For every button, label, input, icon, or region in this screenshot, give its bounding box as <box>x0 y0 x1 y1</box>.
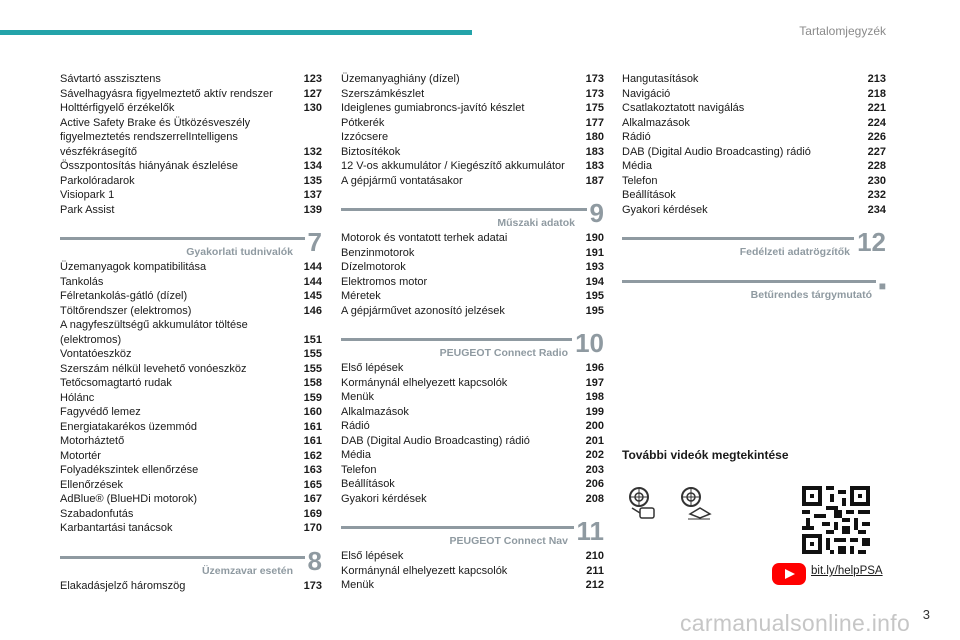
toc-entry[interactable] <box>622 159 886 174</box>
toc-list <box>60 260 322 536</box>
toc-entry-title: Szerszám nélkül levehető vonóeszköz <box>60 362 247 375</box>
toc-entry-title: Töltőrendszer (elektromos) <box>60 304 192 317</box>
toc-column-1 <box>60 72 322 593</box>
toc-entry[interactable] <box>341 289 604 304</box>
toc-entry-title: A gépjárművet azonosító jelzések <box>341 304 505 317</box>
toc-entry-title: Szabadonfutás <box>60 507 134 520</box>
toc-entry-page: 155 <box>303 362 322 375</box>
toc-entry-title: Sávelhagyásra figyelmeztető aktív rendszer <box>60 87 273 100</box>
toc-entry-title: Visiopark 1 <box>60 189 115 201</box>
toc-list <box>60 579 322 594</box>
toc-entry-title: Benzinmotorok <box>341 246 415 259</box>
toc-column-3 <box>622 72 886 303</box>
toc-entry-page: 170 <box>303 522 322 534</box>
toc-entry-page: 169 <box>303 507 322 520</box>
toc-entry-title: Energiatakarékos üzemmód <box>60 420 197 433</box>
toc-entry[interactable] <box>341 116 604 131</box>
toc-entry-title: Beállítások <box>341 478 395 490</box>
toc-entry-page: 212 <box>585 579 604 591</box>
toc-entry[interactable] <box>341 549 604 564</box>
toc-entry-page: 232 <box>867 189 886 201</box>
toc-entry-page: 183 <box>585 160 604 172</box>
toc-entry-page: 173 <box>585 73 604 85</box>
toc-list <box>341 72 604 188</box>
toc-entry[interactable] <box>60 304 322 319</box>
youtube-icon[interactable] <box>772 563 806 585</box>
section-title: PEUGEOT Connect Radio <box>439 347 568 359</box>
toc-entry[interactable] <box>341 463 604 478</box>
toc-entry-title: A nagyfeszültségű akkumulátor töltése (elektromos) <box>60 319 248 346</box>
toc-entry-page: 173 <box>585 87 604 100</box>
toc-entry-page: 173 <box>303 579 322 592</box>
toc-entry-page: 175 <box>585 102 604 114</box>
section-number: 12 <box>854 228 886 256</box>
toc-entry-title: Kormánynál elhelyezett kapcsolók <box>341 376 508 389</box>
toc-entry-title: Rádió <box>622 131 651 143</box>
toc-entry-page: 137 <box>303 189 322 201</box>
section-title: PEUGEOT Connect Nav <box>449 535 568 547</box>
toc-list <box>341 361 604 506</box>
toc-entry[interactable] <box>60 275 322 290</box>
toc-entry[interactable] <box>60 376 322 391</box>
toc-entry-title: Motorok és vontatott terhek adatai <box>341 232 508 244</box>
toc-entry-title: Motortér <box>60 449 101 462</box>
toc-entry-title: Menük <box>341 391 375 403</box>
toc-entry-page: 144 <box>303 261 322 273</box>
toc-entry[interactable] <box>341 159 604 174</box>
section-header-index[interactable] <box>622 269 886 303</box>
toc-entry-title: Első lépések <box>341 362 404 374</box>
section-number: 10 <box>572 329 604 357</box>
toc-entry-page: 132 <box>303 145 322 158</box>
toc-entry-page: 158 <box>303 377 322 389</box>
toc-entry[interactable] <box>60 521 322 536</box>
toc-entry-title: Karbantartási tanácsok <box>60 522 173 534</box>
toc-entry[interactable] <box>60 188 322 203</box>
toc-entry-title: Alkalmazások <box>622 116 690 129</box>
toc-entry-title: AdBlue® (BlueHDi motorok) <box>60 493 198 505</box>
toc-entry-page: 161 <box>303 435 322 447</box>
toc-entry-title: Motorháztető <box>60 435 125 447</box>
toc-entry[interactable] <box>341 246 604 261</box>
toc-entry-title: Félretankolás-gátló (dízel) <box>60 290 188 302</box>
section-header-10[interactable] <box>341 327 604 361</box>
toc-entry[interactable] <box>622 72 886 87</box>
page-number: 3 <box>922 607 930 622</box>
section-number: 9 <box>587 199 604 227</box>
toc-entry-title: Első lépések <box>341 550 404 562</box>
toc-entry[interactable] <box>60 159 322 174</box>
toc-column-2 <box>341 72 604 593</box>
toc-entry-title: Fagyvédő lemez <box>60 406 141 418</box>
toc-entry-page: 227 <box>867 145 886 158</box>
section-header-8[interactable] <box>60 545 322 579</box>
toc-entry-page: 180 <box>585 131 604 143</box>
toc-entry-title: Holttérfigyelő érzékelők <box>60 102 175 114</box>
section-title: Gyakorlati tudnivalók <box>186 246 293 258</box>
toc-entry[interactable] <box>60 362 322 377</box>
toc-entry[interactable] <box>341 390 604 405</box>
section-rule <box>60 556 322 559</box>
toc-entry[interactable] <box>60 478 322 493</box>
toc-entry-title: 12 V-os akkumulátor / Kiegészítő akkumulátor <box>341 160 565 172</box>
tire-kit-icon[interactable] <box>680 486 714 522</box>
toc-entry-page: 198 <box>585 391 604 403</box>
toc-entry-page: 159 <box>303 391 322 404</box>
toc-entry-page: 165 <box>303 478 322 491</box>
toc-entry-page: 234 <box>867 203 886 216</box>
toc-list <box>622 72 886 217</box>
toc-entry[interactable] <box>60 579 322 594</box>
toc-entry[interactable] <box>341 304 604 319</box>
toc-entry[interactable] <box>622 203 886 218</box>
toc-entry[interactable] <box>60 463 322 478</box>
section-header-9[interactable] <box>341 197 604 231</box>
toc-entry-page: 155 <box>303 348 322 360</box>
toc-entry[interactable] <box>60 72 322 87</box>
toc-entry-page: 197 <box>585 376 604 389</box>
toc-entry-title: Üzemanyaghiány (dízel) <box>341 73 460 85</box>
toc-entry-title: Vontatóeszköz <box>60 348 132 360</box>
toc-entry-page: 144 <box>303 275 322 288</box>
toc-entry[interactable] <box>60 507 322 522</box>
section-title: Fedélzeti adatrögzítők <box>739 246 850 258</box>
section-rule <box>341 208 604 211</box>
toc-entry-title: Telefon <box>622 174 658 187</box>
section-title: Üzemzavar esetén <box>201 564 293 577</box>
toc-entry-title: Pótkerék <box>341 116 385 129</box>
section-header-12[interactable] <box>622 226 886 260</box>
toc-entry[interactable] <box>622 130 886 145</box>
toc-entry-page: 193 <box>585 261 604 273</box>
section-header-11[interactable] <box>341 515 604 549</box>
toc-entry[interactable] <box>341 275 604 290</box>
toc-entry-page: 127 <box>303 87 322 100</box>
toc-entry-page: 202 <box>585 449 604 461</box>
toc-entry[interactable] <box>622 116 886 131</box>
toc-entry-title: Tetőcsomagtartó rudak <box>60 377 172 389</box>
toc-entry[interactable] <box>622 188 886 203</box>
toc-entry[interactable] <box>341 101 604 116</box>
toc-entry-page: 213 <box>867 73 886 85</box>
toc-entry[interactable] <box>341 361 604 376</box>
toc-entry-page: 146 <box>303 304 322 317</box>
toc-entry-title: Elektromos motor <box>341 275 428 288</box>
toc-entry-title: Sávtartó asszisztens <box>60 73 161 85</box>
toc-entry[interactable] <box>60 174 322 189</box>
toc-entry-title: Ellenőrzések <box>60 478 123 491</box>
toc-entry-page: 187 <box>585 174 604 187</box>
toc-entry-title: Park Assist <box>60 203 115 216</box>
toc-entry[interactable] <box>60 492 322 507</box>
toc-entry-title: Active Safety Brake és Ütközésveszély figyelmeztetés rendszerrelIntelligens vészfékrásegítő <box>60 116 251 158</box>
toc-entry-title: Elakadásjelző háromszög <box>60 579 186 592</box>
toc-entry[interactable] <box>341 448 604 463</box>
toc-entry[interactable] <box>341 419 604 434</box>
toc-entry-title: Média <box>622 160 652 172</box>
toc-entry-page: 211 <box>586 564 604 577</box>
toc-entry-title: Izzócsere <box>341 131 389 143</box>
section-number: 11 <box>574 517 605 545</box>
toc-entry[interactable] <box>622 174 886 189</box>
toc-list <box>60 72 322 217</box>
toc-entry[interactable] <box>341 376 604 391</box>
toc-entry-title: Biztosítékok <box>341 145 401 158</box>
toc-entry-title: DAB (Digital Audio Broadcasting) rádió <box>341 434 530 447</box>
toc-list <box>341 549 604 593</box>
toc-entry[interactable] <box>60 347 322 362</box>
toc-entry-title: Parkolóradarok <box>60 174 135 187</box>
toc-entry[interactable] <box>622 145 886 160</box>
page-header-title: Tartalomjegyzék <box>799 24 886 38</box>
section-marker: ■ <box>876 279 886 293</box>
toc-entry-page: 135 <box>303 174 322 187</box>
section-number: 7 <box>305 228 322 256</box>
section-rule <box>622 280 886 283</box>
toc-entry[interactable] <box>60 203 322 218</box>
toc-entry-page: 199 <box>585 405 604 418</box>
toc-entry-page: 208 <box>585 492 604 505</box>
toc-entry[interactable] <box>341 145 604 160</box>
toc-entry-page: 203 <box>585 463 604 476</box>
toc-entry[interactable] <box>60 420 322 435</box>
toc-entry-page: 134 <box>303 160 322 172</box>
toc-entry[interactable] <box>60 116 322 160</box>
toc-entry-page: 191 <box>585 246 604 259</box>
toc-entry-title: Összpontosítás hiányának észlelése <box>60 160 238 172</box>
toc-entry[interactable] <box>60 449 322 464</box>
toc-entry-page: 226 <box>867 131 886 143</box>
section-header-7[interactable] <box>60 226 322 260</box>
section-title: Betűrendes tárgymutató <box>750 289 872 301</box>
tire-repair-icon[interactable] <box>626 486 660 522</box>
toc-entry-title: Navigáció <box>622 87 671 100</box>
toc-entry-page: 167 <box>303 493 322 505</box>
section-rule <box>622 237 886 240</box>
toc-entry[interactable] <box>341 87 604 102</box>
toc-entry-page: 130 <box>303 102 322 114</box>
toc-entry-page: 163 <box>303 464 322 476</box>
qr-code-icon[interactable] <box>802 486 870 554</box>
toc-entry-page: 190 <box>585 232 604 244</box>
toc-entry-title: Üzemanyagok kompatibilitása <box>60 261 207 273</box>
toc-entry-title: Szerszámkészlet <box>341 87 425 100</box>
toc-entry-title: Rádió <box>341 420 370 432</box>
section-rule <box>341 338 604 341</box>
watermark-text: carmanualsonline.info <box>680 610 911 636</box>
toc-entry-page: 221 <box>867 102 886 114</box>
toc-entry-page: 230 <box>867 174 886 187</box>
toc-entry-title: Dízelmotorok <box>341 261 406 273</box>
toc-entry-page: 183 <box>585 145 604 158</box>
toc-entry[interactable] <box>341 130 604 145</box>
toc-entry-page: 145 <box>303 290 322 302</box>
toc-entry-title: Menük <box>341 579 375 591</box>
toc-entry-page: 228 <box>867 160 886 172</box>
toc-entry-page: 224 <box>867 116 886 129</box>
toc-entry[interactable] <box>622 87 886 102</box>
header-accent-bar <box>0 30 472 35</box>
toc-entry[interactable] <box>341 72 604 87</box>
toc-entry[interactable] <box>341 231 604 246</box>
toc-entry[interactable] <box>341 174 604 189</box>
toc-entry-page: 196 <box>585 362 604 374</box>
toc-entry[interactable] <box>341 260 604 275</box>
toc-entry-page: 194 <box>585 275 604 288</box>
toc-entry-title: Gyakori kérdések <box>622 203 708 216</box>
toc-entry[interactable] <box>622 101 886 116</box>
toc-entry-title: Hólánc <box>60 391 95 404</box>
toc-entry-title: Kormánynál elhelyezett kapcsolók <box>341 564 508 577</box>
toc-entry[interactable] <box>60 289 322 304</box>
section-rule <box>60 237 322 240</box>
toc-entry[interactable] <box>60 318 322 347</box>
toc-entry-page: 206 <box>585 478 604 490</box>
toc-entry[interactable] <box>60 101 322 116</box>
help-link[interactable]: bit.ly/helpPSA <box>811 565 883 577</box>
toc-entry-title: Telefon <box>341 463 377 476</box>
section-title: Műszaki adatok <box>497 217 575 229</box>
toc-entry-title: Folyadékszintek ellenőrzése <box>60 464 199 476</box>
videos-title: További videók megtekintése <box>622 448 789 462</box>
toc-entry-title: Tankolás <box>60 275 104 288</box>
toc-entry[interactable] <box>341 477 604 492</box>
toc-entry[interactable] <box>60 405 322 420</box>
toc-entry-title: A gépjármű vontatásakor <box>341 174 463 187</box>
toc-entry-page: 162 <box>303 449 322 462</box>
toc-entry-page: 151 <box>303 333 322 346</box>
toc-entry-title: Méretek <box>341 290 381 302</box>
toc-entry-page: 210 <box>585 550 604 562</box>
section-rule <box>341 526 604 529</box>
toc-entry-page: 160 <box>303 406 322 418</box>
toc-entry-title: Beállítások <box>622 189 676 201</box>
toc-entry-title: Média <box>341 449 371 461</box>
toc-entry[interactable] <box>60 391 322 406</box>
toc-entry[interactable] <box>341 492 604 507</box>
toc-entry-page: 218 <box>867 87 886 100</box>
toc-entry[interactable] <box>341 434 604 449</box>
toc-entry-title: Ideiglenes gumiabroncs-javító készlet <box>341 102 525 114</box>
toc-entry-page: 195 <box>585 290 604 302</box>
toc-entry[interactable] <box>341 564 604 579</box>
toc-entry-page: 123 <box>303 73 322 85</box>
toc-entry-page: 139 <box>303 203 322 216</box>
toc-entry[interactable] <box>60 434 322 449</box>
toc-entry[interactable] <box>60 260 322 275</box>
toc-entry-title: DAB (Digital Audio Broadcasting) rádió <box>622 145 811 158</box>
toc-entry[interactable] <box>60 87 322 102</box>
toc-entry-title: Alkalmazások <box>341 405 409 418</box>
toc-entry-title: Hangutasítások <box>622 73 699 85</box>
toc-list <box>341 231 604 318</box>
toc-entry[interactable] <box>341 405 604 420</box>
toc-entry-title: Csatlakoztatott navigálás <box>622 102 745 114</box>
toc-entry-page: 200 <box>585 420 604 432</box>
toc-entry[interactable] <box>341 578 604 593</box>
toc-entry-title: Gyakori kérdések <box>341 492 427 505</box>
toc-entry-page: 195 <box>585 304 604 317</box>
section-number: 8 <box>305 547 322 575</box>
toc-entry-page: 177 <box>585 116 604 129</box>
toc-entry-page: 161 <box>303 420 322 433</box>
toc-entry-page: 201 <box>585 434 604 447</box>
